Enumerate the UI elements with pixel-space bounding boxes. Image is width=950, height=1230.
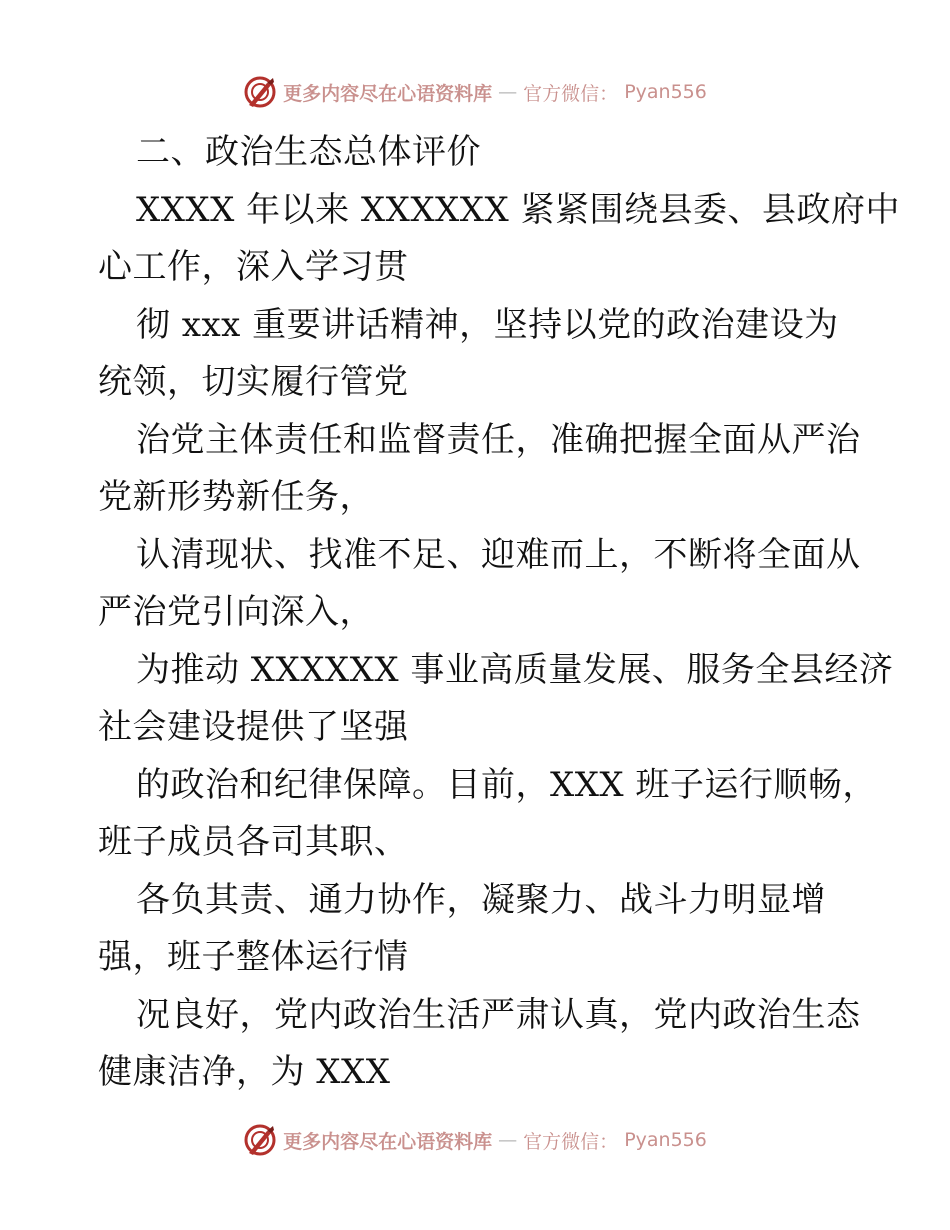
paragraph-line: 认清现状、找准不足、迎难而上，不断将全面从: [136, 534, 861, 575]
watermark-separator: —: [498, 1129, 518, 1151]
paragraph-line: 健康洁净，为 XXX: [98, 1052, 391, 1092]
footer-watermark: [0, 1120, 950, 1160]
paragraph-line: XXXX 年以来 XXXXXX 紧紧围绕县委、县政府中: [136, 189, 900, 230]
pen-logo-icon: [243, 1123, 277, 1157]
paragraph-line: 况良好，党内政治生活严肃认真，党内政治生态: [136, 994, 861, 1035]
header-watermark: [0, 72, 950, 112]
watermark-main-text: 更多内容尽在心语资料库: [283, 82, 493, 105]
paragraph-line: 治党主体责任和监督责任，准确把握全面从严治: [136, 419, 861, 460]
watermark-tail-text: 官方微信：: [523, 82, 619, 105]
paragraph-line: 的政治和纪律保障。目前，XXX 班子运行顺畅，: [136, 764, 877, 805]
paragraph-line: 统领，切实履行管党: [98, 362, 409, 402]
pen-logo-icon: [243, 75, 277, 109]
watermark-id: Pyan556: [624, 1129, 707, 1151]
paragraph-line: 党新形势新任务，: [98, 477, 374, 517]
paragraph-line: 彻 xxx 重要讲话精神，坚持以党的政治建设为: [136, 304, 839, 345]
paragraph-line: 为推动 XXXXXX 事业高质量发展、服务全县经济: [136, 649, 894, 690]
document-body: [98, 124, 900, 1102]
watermark-tail-text: 官方微信：: [523, 1130, 619, 1153]
paragraph-line: 各负其责、通力协作，凝聚力、战斗力明显增: [136, 879, 826, 920]
paragraph-line: 班子成员各司其职、: [98, 822, 409, 862]
paragraph-line: 心工作，深入学习贯: [98, 247, 409, 287]
watermark-separator: —: [498, 81, 518, 103]
watermark-main-text: 更多内容尽在心语资料库: [283, 1130, 493, 1153]
paragraph-line: 严治党引向深入，: [98, 592, 374, 632]
paragraph-line: 强，班子整体运行情: [98, 937, 409, 977]
watermark-id: Pyan556: [624, 81, 707, 103]
paragraph-line: 社会建设提供了坚强: [98, 707, 409, 747]
section-heading: 二、政治生态总体评价: [136, 132, 481, 172]
